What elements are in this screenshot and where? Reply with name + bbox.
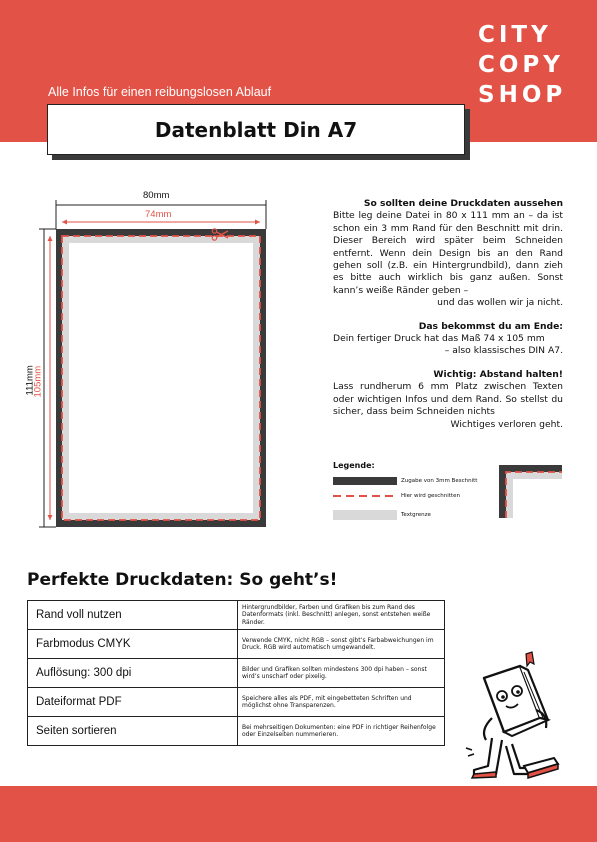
legend-swatch-bleed (333, 477, 397, 485)
spacing-body-end: Wichtiges verloren geht. (450, 418, 563, 430)
book-mascot-illustration (462, 648, 562, 783)
height-inner-label: 105mm (32, 365, 44, 398)
table-value: Hintergrundbilder, Farben und Grafiken bis zum Rand des Datenformats (inkl. Beschnitt) anlegen, sonst entstehen weiße Ränder. (238, 601, 445, 630)
legend-title: Legende: (333, 461, 375, 470)
table-key: Auflösung: 300 dpi (28, 659, 238, 688)
width-inner-arrow-right (255, 220, 260, 225)
result-body: Dein fertiger Druck hat das Maß 74 x 105 mm (333, 333, 545, 345)
legend-label-bleed: Zugabe von 3mm Beschnitt (401, 478, 478, 484)
bleed-body-end: und das wollen wir ja nicht. (437, 297, 563, 309)
footer-band (0, 786, 597, 842)
table-value: Speichere alles als PDF, mit eingebetteten Schriften und möglichst ohne Transparenzen. (238, 688, 445, 717)
table-value: Verwende CMYK, nicht RGB – sonst gibt’s Farbabweichungen im Druck. RGB wird automatisch umgewandelt. (238, 630, 445, 659)
table-key: Dateiformat PDF (28, 688, 238, 717)
table-row (28, 630, 445, 659)
table-key: Farbmodus CMYK (28, 630, 238, 659)
table-key: Seiten sortieren (28, 717, 238, 746)
bleed-body: Bitte leg deine Datei in 80 x 111 mm an – da ist schon ein 3 mm Rand für den Beschnitt mit drin. Dieser Bereich wird später beim Schneiden entfernt. Wenn dein Design bis an den Rand gehen soll (z.B. ein Hintergrundbild), dann zieh es bitte auch wirklich bis ganz außen. Sonst kann’s weiße Ränder geben – (333, 210, 563, 296)
table-row (28, 688, 445, 717)
page-title: Datenblatt Din A7 (154, 117, 358, 142)
header-subtitle: Alle Infos für einen reibungslosen Ablauf (48, 85, 272, 99)
spacing-body: Lass rundherum 6 mm Platz zwischen Texten oder wichtigen Infos und dem Rand. So stellst du sicher, dass beim Schneiden nichts (333, 381, 563, 418)
result-body-end: – also klassisches DIN A7. (444, 345, 563, 357)
height-inner-arrow-bottom (48, 515, 53, 520)
height-outer-label: 111mm (24, 365, 36, 396)
table-key: Rand voll nutzen (28, 601, 238, 630)
table-row (28, 659, 445, 688)
explanation-text (333, 198, 563, 442)
width-outer-label: 80mm (143, 190, 170, 201)
table-row (28, 717, 445, 746)
bleed-heading: So sollten deine Druckdaten aussehen (363, 198, 563, 209)
table-value: Bei mehrseitigen Dokumenten: eine PDF in richtiger Reihenfolge oder Einzelseiten nummerieren. (238, 717, 445, 746)
height-inner-arrow-top (48, 236, 53, 241)
safe-area (69, 243, 253, 513)
spacing-heading: Wichtig: Abstand halten! (433, 368, 563, 380)
width-inner-arrow-left (62, 220, 67, 225)
result-heading: Das bekommst du am Ende: (418, 320, 563, 332)
table-value: Bilder und Grafiken sollten mindestens 300 dpi haben – sonst wird’s unscharf oder pixelig. (238, 659, 445, 688)
tips-table (27, 600, 445, 746)
legend-label-safe: Textgrenze (401, 512, 431, 518)
logo-line-3: SHOP (478, 82, 567, 108)
width-inner-label: 74mm (145, 209, 172, 220)
logo-line-2: COPY (478, 52, 564, 78)
corner-illustration (499, 465, 562, 518)
table-row (28, 601, 445, 630)
legend-label-cut: Hier wird geschnitten (401, 493, 460, 499)
section-title: Perfekte Druckdaten: So geht’s! (27, 570, 338, 590)
legend-swatch-safe (333, 510, 397, 520)
logo-line-1: CITY (478, 22, 552, 48)
